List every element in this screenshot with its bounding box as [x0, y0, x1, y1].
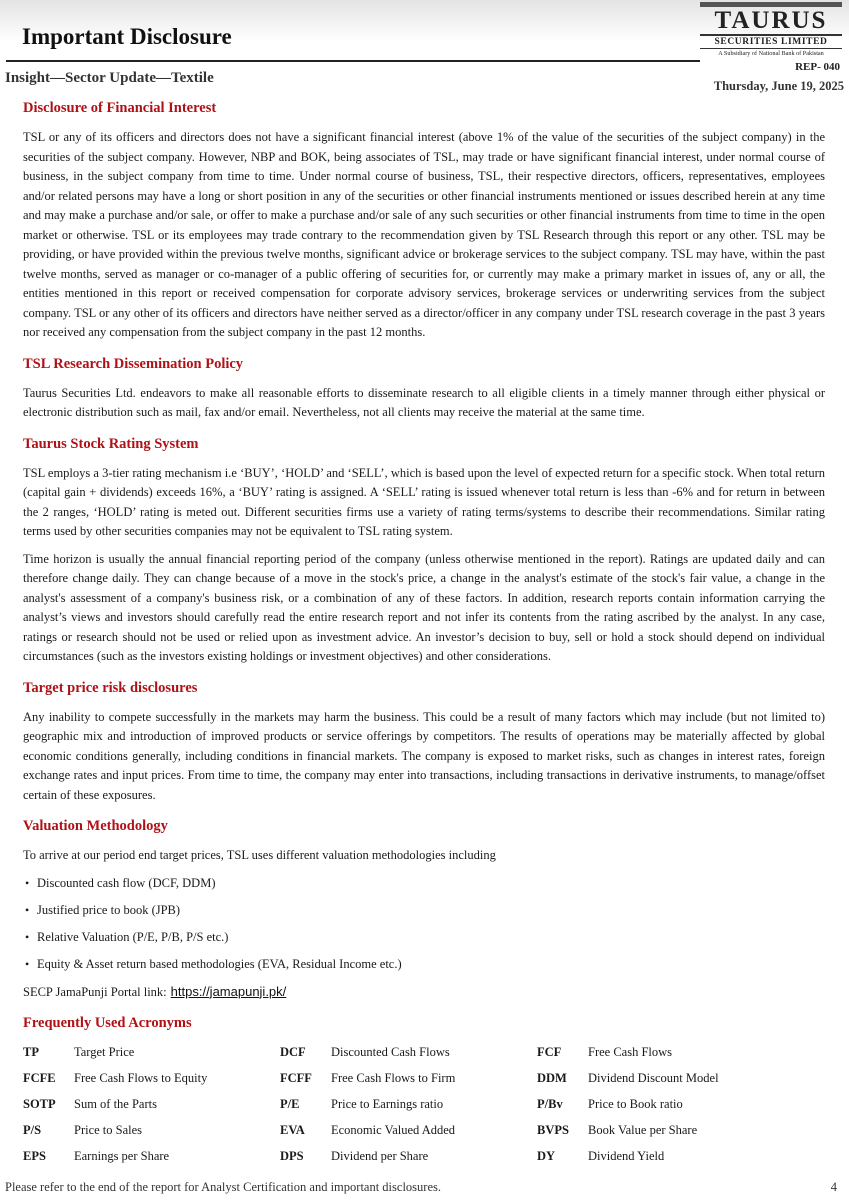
logo-tagline: A Subsidiary of National Bank of Pakistan — [718, 50, 824, 57]
list-item: • Equity & Asset return based methodologies (EVA, Residual Income etc.) — [23, 955, 825, 975]
rating-text-1: TSL employs a 3-tier rating mechanism i.e ‘BUY’, ‘HOLD’ and ‘SELL’, which is based upon the level of expected return for a specific stock. When total return (capital gain + dividends) exceeds 16%, a ‘BUY’ rating is assigned. A ‘SELL’ rating is issued whenever total return is less than -6% and for return in between the 2 ranges, ‘HOLD’ rating is meted out. Different securities firms use a variety of rating terms/systems to describe their recommendations. Similar rating terms used by other securities companies may not be equivalent to TSL rating system. — [23, 465, 825, 538]
valuation-intro: To arrive at our period end target prices, TSL uses different valuation methodologies including — [23, 848, 496, 862]
dissemination-text: Taurus Securities Ltd. endeavors to make all reasonable efforts to disseminate research to all eligible clients in a timely manner through either physical or electronic distribution such as mail, fax and/or email. Nevertheless, not all clients may receive the material at the same time. — [23, 385, 825, 419]
table-row: SOTP Sum of the Parts P/E Price to Earnings ratio P/Bv Price to Book ratio — [23, 1096, 683, 1111]
table-row: EPS Earnings per Share DPS Dividend per Share DY Dividend Yield — [23, 1148, 665, 1163]
table-row: TP Target Price DCF Discounted Cash Flows FCF Free Cash Flows — [23, 1044, 673, 1059]
heading-rating-system: Taurus Stock Rating System — [23, 435, 199, 452]
heading-dissemination: TSL Research Dissemination Policy — [23, 355, 244, 372]
acronyms-table — [23, 1039, 818, 1169]
rating-text-2: Time horizon is usually the annual financial reporting period of the company (unless otherwise mentioned in the report). Ratings are updated daily and can therefore change daily. They can change because of a move in the stock's price, a change in the analyst's estimate of the stock's fair value, a change in the analyst's assessment of a company's business risk, or a combination of any of these factors. In addition, research reports contain information carrying the analyst’s views and investors should carefully read the entire research report and not infer its contents from the rating ascribed by the analyst. In any case, ratings or research should not be used or relied upon as investment advice. An investor’s decision to buy, sell or hold a stock should depend on individual circumstances (such as the investors existing holdings or investment objectives) and other considerations. — [23, 551, 825, 663]
bullet-icon: • — [25, 875, 30, 890]
logo-subtitle: SECURITIES LIMITED — [714, 37, 828, 47]
heading-financial-interest: Disclosure of Financial Interest — [23, 100, 217, 116]
heading-acronyms: Frequently Used Acronyms — [23, 1015, 192, 1031]
list-item: • Justified price to book (JPB) — [23, 901, 825, 921]
bullet-icon: • — [25, 902, 30, 917]
list-item: • Relative Valuation (P/E, P/B, P/S etc.) — [23, 928, 825, 948]
logo-name: TAURUS — [714, 7, 828, 34]
jamapunji-link[interactable]: https://jamapunji.pk/ — [170, 983, 287, 999]
valuation-list — [23, 874, 825, 975]
report-subtitle: Insight—Sector Update—Textile — [5, 70, 214, 86]
main-content — [23, 98, 825, 1169]
page-title: Important Disclosure — [22, 24, 232, 49]
portal-label: SECP JamaPunji Portal link: — [23, 984, 167, 999]
portal-line — [23, 982, 825, 1003]
report-date: Thursday, June 19, 2025 — [713, 79, 844, 93]
heading-target-price: Target price risk disclosures — [23, 679, 198, 696]
footer-note: Please refer to the end of the report for Analyst Certification and important disclosures. — [5, 1180, 441, 1194]
list-item: • Discounted cash flow (DCF, DDM) — [23, 874, 825, 894]
logo-divider — [700, 34, 842, 36]
bullet-icon: • — [25, 956, 30, 971]
bullet-icon: • — [25, 929, 30, 944]
page-number: 4 — [830, 1180, 837, 1194]
table-row: FCFE Free Cash Flows to Equity FCFF Free Cash Flows to Firm DDM Dividend Discount Model — [23, 1070, 719, 1085]
financial-interest-text: TSL or any of its officers and directors does not have a significant financial interest (above 1% of the value of the securities of the subject company) in the securities of the subject company. However, NBP and BOK, being associates of TSL, may trade or have significant financial interest, under normal course of business, in the subject company from time to time. Under normal course of business, TSL, their respective directors, officers, representatives, employees and/or related persons may have a long or short position in any of the securities or other financial instruments mentioned or issues described herein at any time and may make a purchase and/or sale, or offer to make a purchase and/or sale of any such securities or other financial instruments from time to time in the open market or otherwise. TSL or its employees may trade contrary to the recommendation given by TSL Research through this report or any other. TSL may be providing, or have provided within the previous twelve months, significant advice or brokerage services to the subject company. TSL may have, within the past twelve months, served as manager or co-manager of a public offering of securities for, or currently may make a primary market in issues of, any or all, the entities mentioned in this report or received compensation for corporate advisory services, brokerage services or underwriting services from the subject company. TSL or any other of its officers and directors have neither served as a director/officer in any company under TSL research coverage in the past 3 years nor received any compensation from the subject company in the past 12 months. — [23, 130, 825, 339]
report-number: REP- 040 — [795, 61, 840, 73]
heading-valuation: Valuation Methodology — [23, 818, 168, 834]
header-divider — [6, 60, 700, 62]
target-price-text: Any inability to compete successfully in the markets may harm the business. This could be a result of many factors which may include (but not limited to) geographic mix and introduction of improved products or service offerings by competitors. The results of operations may be materially affected by global economic conditions generally, including conditions in financial markets. The company is exposed to market risks, such as changes in interest rates, foreign exchange rates and input prices. From time to time, the company may enter into transactions, including transactions in derivative instruments, to manage/offset certain of these exposures. — [23, 709, 825, 802]
company-logo — [700, 2, 842, 58]
table-row: P/S Price to Sales EVA Economic Valued Added BVPS Book Value per Share — [23, 1122, 698, 1137]
